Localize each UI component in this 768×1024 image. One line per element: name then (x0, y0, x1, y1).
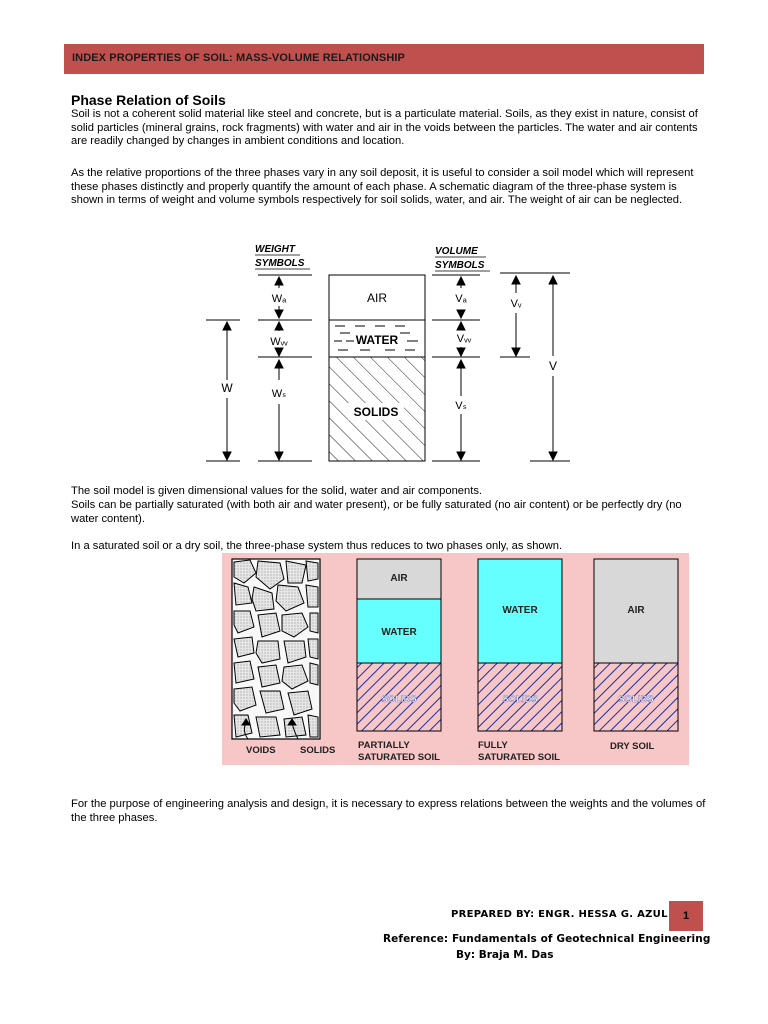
paragraph-engineering: For the purpose of engineering analysis and design, it is necessary to express relations between the weights and the volumes of the three phases. (71, 798, 706, 824)
wa-label: Wₐ (271, 293, 287, 305)
full-solids-label: SOLIDS (502, 694, 538, 705)
footer-prepared-by: PREPARED BY: ENGR. HESSA G. AZUL (451, 909, 668, 920)
fully-caption-2: SATURATED SOIL (478, 752, 560, 763)
partially-caption-2: SATURATED SOIL (358, 752, 440, 763)
fully-caption-1: FULLY (478, 740, 508, 751)
ww-label: Wᵥᵥ (270, 336, 288, 348)
partial-solids-label: SOLIDS (381, 694, 417, 705)
dry-solids-label: SOLIDS (618, 694, 654, 705)
vs-label: Vₛ (455, 400, 467, 412)
vw-label: Vᵥᵥ (456, 333, 472, 345)
footer-reference: Reference: Fundamentals of Geotechnical Engineering (383, 933, 711, 945)
partial-air-label: AIR (390, 573, 408, 584)
saturation-states-figure (222, 553, 689, 765)
volume-symbols-label-2: SYMBOLS (435, 260, 485, 271)
vv-label: Vᵥ (510, 298, 522, 310)
ws-label: Wₛ (271, 388, 287, 400)
dry-caption: DRY SOIL (610, 741, 655, 752)
volume-symbols-label: VOLUME (435, 246, 478, 257)
partial-water-label: WATER (381, 627, 417, 638)
voids-label: VOIDS (246, 745, 276, 756)
header-title: INDEX PROPERTIES OF SOIL: MASS-VOLUME RELATIONSHIP (72, 52, 405, 64)
solids-label: SOLIDS (353, 405, 399, 419)
header-bar (64, 44, 704, 74)
w-total-label: W (221, 381, 233, 395)
footer-author: By: Braja M. Das (456, 949, 554, 961)
va-label: Vₐ (455, 293, 467, 305)
air-label: AIR (366, 291, 388, 305)
dry-air-label: AIR (627, 605, 645, 616)
paragraph-two-phase: In a saturated soil or a dry soil, the three-phase system thus reduces to two phases only, as shown. (71, 540, 563, 552)
water-label: WATER (355, 333, 399, 347)
weight-symbols-label-2: SYMBOLS (255, 258, 305, 269)
three-phase-diagram (200, 238, 580, 468)
paragraph-saturation: Soils can be partially saturated (with both air and water present), or be fully saturated (no air content) or be perfectly dry (no water content). (71, 499, 682, 525)
paragraph-soil-model: As the relative proportions of the three phases vary in any soil deposit, it is useful to consider a soil model which will represent these phases distinctly and properly quantify the amount of each phase. A schematic diagram of the three-phase system is shown in terms of weight and volume symbols respectively for soil solids, water, and air. The weight of air can be neglected. (71, 167, 694, 207)
section-title: Phase Relation of Soils (71, 92, 226, 108)
paragraph-dimensional: The soil model is given dimensional values for the solid, water and air components. (71, 485, 483, 497)
weight-symbols-label: WEIGHT (255, 244, 295, 255)
v-total-label: V (548, 359, 558, 373)
full-water-label: WATER (502, 605, 538, 616)
grain-solids-label: SOLIDS (300, 745, 336, 756)
page-number: 1 (669, 901, 703, 931)
soil-grains-column (232, 559, 320, 739)
paragraph-intro: Soil is not a coherent solid material like steel and concrete, but is a particulate material. Soils, as they exist in nature, consist of solid particles (mineral grains, rock fragments) with water and air in the voids between the particles. The water and air contents are readily changed by changes in ambient conditions and location. (71, 108, 698, 148)
partially-caption-1: PARTIALLY (358, 740, 410, 751)
